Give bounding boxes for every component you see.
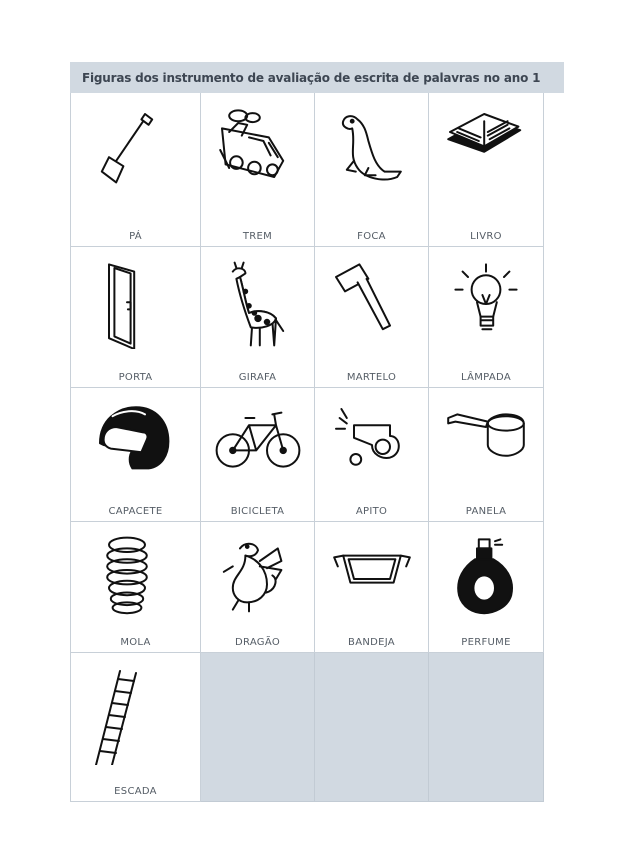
picture-card bbox=[201, 388, 315, 522]
empty-cell bbox=[429, 653, 544, 802]
tray-icon bbox=[327, 534, 417, 628]
picture-card bbox=[201, 93, 315, 247]
word-label: ESCADA bbox=[114, 786, 157, 797]
word-label: PANELA bbox=[465, 506, 507, 517]
sheet-header bbox=[70, 62, 564, 93]
train-icon bbox=[213, 105, 303, 199]
picture-card bbox=[70, 522, 201, 653]
empty-cell bbox=[201, 653, 315, 802]
whistle-icon bbox=[327, 400, 417, 494]
figure-sheet bbox=[70, 62, 564, 802]
word-label: BICICLETA bbox=[230, 506, 285, 517]
picture-card bbox=[315, 522, 429, 653]
picture-grid bbox=[70, 93, 564, 802]
hammer-icon bbox=[327, 259, 417, 353]
picture-card bbox=[70, 93, 201, 247]
shovel-icon bbox=[91, 105, 181, 199]
word-label: APITO bbox=[355, 506, 388, 517]
word-label: CAPACETE bbox=[108, 506, 163, 517]
dragon-icon bbox=[213, 534, 303, 628]
picture-card bbox=[315, 388, 429, 522]
sheet-title: Figuras dos instrumento de avaliação de escrita de palavras no ano 1 bbox=[82, 70, 541, 85]
picture-card bbox=[315, 247, 429, 388]
spring-icon bbox=[91, 534, 181, 628]
word-label: BANDEJA bbox=[348, 637, 395, 648]
word-label: MARTELO bbox=[346, 372, 397, 383]
picture-card bbox=[201, 522, 315, 653]
empty-cell bbox=[315, 653, 429, 802]
perfume-bottle-icon bbox=[441, 534, 531, 628]
light-bulb-icon bbox=[441, 259, 531, 353]
picture-card bbox=[70, 653, 201, 802]
picture-card bbox=[70, 247, 201, 388]
word-label: GIRAFA bbox=[238, 372, 277, 383]
word-label: DRAGÃO bbox=[235, 637, 280, 648]
picture-card bbox=[429, 93, 544, 247]
helmet-icon bbox=[91, 400, 181, 494]
picture-card bbox=[429, 522, 544, 653]
picture-card bbox=[429, 247, 544, 388]
book-icon bbox=[441, 105, 531, 199]
word-label: PÁ bbox=[129, 231, 142, 242]
word-label: LÂMPADA bbox=[461, 372, 511, 383]
word-label: LIVRO bbox=[470, 231, 502, 242]
bicycle-icon bbox=[213, 400, 303, 494]
giraffe-icon bbox=[213, 259, 303, 353]
saucepan-icon bbox=[441, 400, 531, 494]
word-label: PORTA bbox=[118, 372, 153, 383]
door-icon bbox=[91, 259, 181, 353]
word-label: PERFUME bbox=[461, 637, 511, 648]
picture-card bbox=[201, 247, 315, 388]
seal-icon bbox=[327, 105, 417, 199]
picture-card bbox=[429, 388, 544, 522]
ladder-icon bbox=[86, 665, 186, 769]
word-label: FOCA bbox=[357, 231, 386, 242]
word-label: MOLA bbox=[120, 637, 151, 648]
picture-card bbox=[70, 388, 201, 522]
picture-card bbox=[315, 93, 429, 247]
word-label: TREM bbox=[242, 231, 273, 242]
